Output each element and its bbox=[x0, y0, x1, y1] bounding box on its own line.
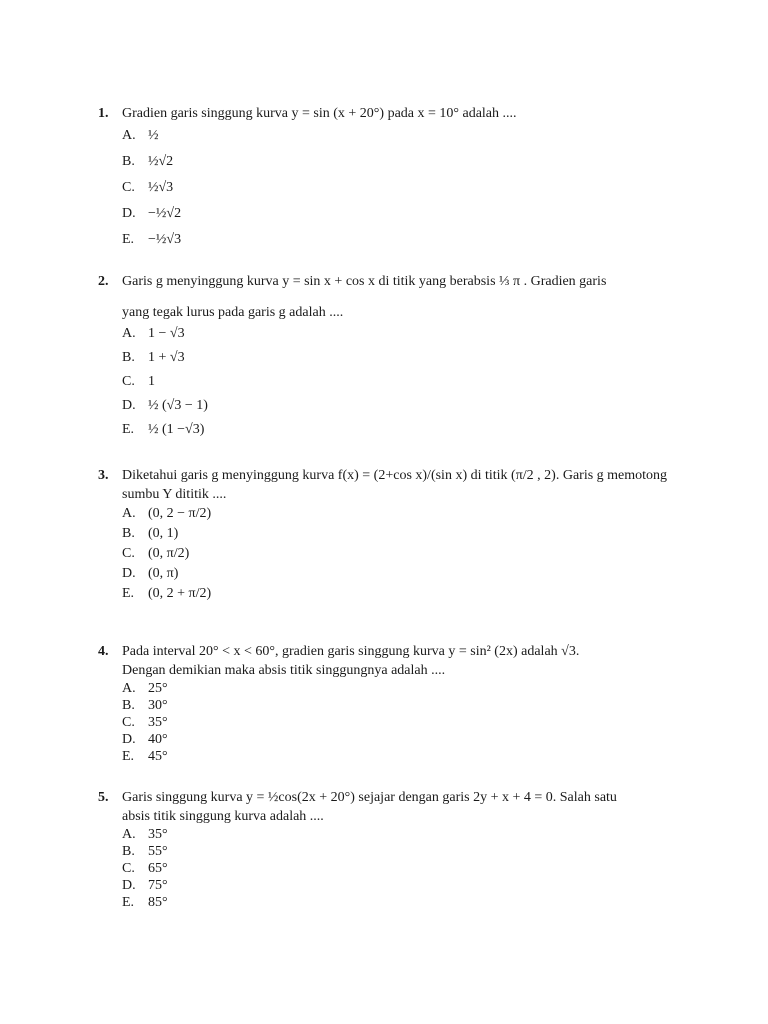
option-d bbox=[122, 731, 678, 748]
option-a bbox=[122, 322, 678, 346]
option-b bbox=[122, 524, 678, 544]
option-c bbox=[122, 714, 678, 731]
option-letter: D. bbox=[122, 877, 136, 893]
option-letter: B. bbox=[122, 350, 135, 365]
option-letter: E. bbox=[122, 232, 135, 247]
option-e bbox=[122, 894, 678, 911]
option-letter: E. bbox=[122, 422, 135, 437]
option-text: (0, 2 − π/2) bbox=[148, 506, 212, 521]
option-b bbox=[122, 149, 678, 175]
option-text: ½ (1 −√3) bbox=[148, 422, 205, 437]
option-text: 30° bbox=[148, 697, 168, 713]
option-text: ½ (√3 − 1) bbox=[148, 398, 208, 413]
question-1 bbox=[98, 104, 678, 253]
option-text: 75° bbox=[148, 877, 168, 893]
option-c bbox=[122, 860, 678, 877]
option-letter: D. bbox=[122, 731, 136, 747]
option-text: 35° bbox=[148, 826, 168, 842]
option-letter: A. bbox=[122, 680, 136, 696]
question-text-line: yang tegak lurus pada garis g adalah .... bbox=[122, 305, 344, 320]
option-e bbox=[122, 584, 678, 604]
option-text: −½√3 bbox=[148, 232, 182, 247]
option-letter: E. bbox=[122, 894, 135, 910]
option-letter: B. bbox=[122, 843, 135, 859]
options-list bbox=[122, 680, 678, 765]
option-b bbox=[122, 843, 678, 860]
option-e bbox=[122, 748, 678, 765]
option-letter: D. bbox=[122, 566, 136, 581]
question-number: 4. bbox=[98, 644, 109, 659]
options-list bbox=[122, 504, 678, 604]
option-letter: C. bbox=[122, 860, 135, 876]
option-text: ½√3 bbox=[148, 180, 174, 195]
option-letter: B. bbox=[122, 697, 135, 713]
question-text-line: Dengan demikian maka absis titik singgungnya adalah .... bbox=[122, 663, 446, 678]
option-text: 65° bbox=[148, 860, 168, 876]
option-letter: B. bbox=[122, 526, 135, 541]
option-text: 1 + √3 bbox=[148, 350, 185, 365]
option-a bbox=[122, 504, 678, 524]
option-text: 1 − √3 bbox=[148, 326, 185, 341]
option-a bbox=[122, 826, 678, 843]
question-number: 1. bbox=[98, 106, 109, 121]
option-d bbox=[122, 394, 678, 418]
option-letter: A. bbox=[122, 326, 136, 341]
question-text bbox=[122, 272, 678, 322]
question-number: 5. bbox=[98, 790, 109, 805]
option-text: (0, 1) bbox=[148, 526, 179, 541]
option-text: 85° bbox=[148, 894, 168, 910]
question-number: 3. bbox=[98, 468, 109, 483]
option-text: ½√2 bbox=[148, 154, 174, 169]
question-text bbox=[122, 104, 678, 123]
option-text: (0, π) bbox=[148, 566, 179, 581]
option-letter: C. bbox=[122, 180, 135, 195]
question-text-line: Pada interval 20° < x < 60°, gradien garis singgung kurva y = sin² (2x) adalah √3. bbox=[122, 644, 580, 659]
options-list bbox=[122, 123, 678, 253]
option-e bbox=[122, 418, 678, 442]
option-letter: A. bbox=[122, 506, 136, 521]
option-text: 1 bbox=[148, 374, 155, 389]
option-text: (0, 2 + π/2) bbox=[148, 586, 212, 601]
question-text-line: sumbu Y dititik .... bbox=[122, 487, 227, 502]
option-a bbox=[122, 123, 678, 149]
option-d bbox=[122, 564, 678, 584]
options-list bbox=[122, 826, 678, 911]
option-text: 40° bbox=[148, 731, 168, 747]
option-text: −½√2 bbox=[148, 206, 182, 221]
option-text: 25° bbox=[148, 680, 168, 696]
option-d bbox=[122, 877, 678, 894]
option-c bbox=[122, 370, 678, 394]
option-letter: D. bbox=[122, 206, 136, 221]
option-a bbox=[122, 680, 678, 697]
option-text: 55° bbox=[148, 843, 168, 859]
option-letter: C. bbox=[122, 714, 135, 730]
option-c bbox=[122, 175, 678, 201]
option-c bbox=[122, 544, 678, 564]
option-e bbox=[122, 227, 678, 253]
option-text: ½ bbox=[148, 128, 159, 143]
question-5 bbox=[98, 788, 678, 911]
question-2 bbox=[98, 272, 678, 442]
option-text: (0, π/2) bbox=[148, 546, 190, 561]
options-list bbox=[122, 322, 678, 442]
option-d bbox=[122, 201, 678, 227]
option-text: 45° bbox=[148, 748, 168, 764]
option-letter: E. bbox=[122, 748, 135, 764]
option-b bbox=[122, 346, 678, 370]
question-text-line: Gradien garis singgung kurva y = sin (x + 20°) pada x = 10° adalah .... bbox=[122, 106, 517, 121]
question-text bbox=[122, 788, 678, 826]
question-4 bbox=[98, 642, 678, 765]
question-text-line: Diketahui garis g menyinggung kurva f(x) = (2+cos x)/(sin x) di titik (π/2 , 2). Garis g memotong bbox=[122, 468, 668, 483]
option-letter: C. bbox=[122, 374, 135, 389]
question-text-line: Garis g menyinggung kurva y = sin x + cos x di titik yang berabsis ⅓ π . Gradien garis bbox=[122, 274, 607, 289]
option-letter: A. bbox=[122, 826, 136, 842]
question-number: 2. bbox=[98, 274, 109, 289]
option-letter: E. bbox=[122, 586, 135, 601]
option-text: 35° bbox=[148, 714, 168, 730]
option-letter: A. bbox=[122, 128, 136, 143]
option-b bbox=[122, 697, 678, 714]
option-letter: D. bbox=[122, 398, 136, 413]
question-3 bbox=[98, 466, 678, 604]
question-text-line: Garis singgung kurva y = ½cos(2x + 20°) sejajar dengan garis 2y + x + 4 = 0. Salah satu bbox=[122, 790, 617, 805]
question-text-line: absis titik singgung kurva adalah .... bbox=[122, 809, 324, 824]
option-letter: B. bbox=[122, 154, 135, 169]
option-letter: C. bbox=[122, 546, 135, 561]
question-text bbox=[122, 466, 678, 504]
question-text bbox=[122, 642, 678, 680]
